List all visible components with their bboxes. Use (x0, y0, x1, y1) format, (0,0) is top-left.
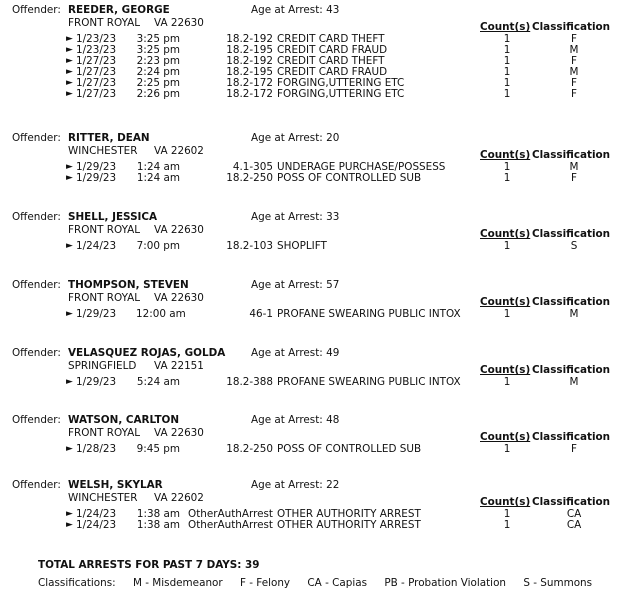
offender-state-zip: VA 22630 (154, 427, 204, 439)
age-label: Age at Arrest: (251, 347, 323, 359)
charge-code: 4.1-305 (232, 161, 273, 173)
offender-label: Offender: (12, 4, 61, 16)
offender-label: Offender: (12, 414, 61, 426)
charge-count: 1 (503, 88, 511, 100)
charge-classification: M (569, 66, 579, 78)
offender-state-zip: VA 22602 (154, 145, 204, 157)
age-at-arrest (251, 414, 339, 426)
charge-count: 1 (503, 240, 511, 252)
total-arrests-label: TOTAL ARRESTS FOR PAST 7 DAYS: (38, 559, 242, 571)
age-label: Age at Arrest: (251, 414, 323, 426)
charge-marker-icon: ► (66, 34, 73, 44)
charge-count: 1 (503, 376, 511, 388)
offender-state-zip: VA 22630 (154, 224, 204, 236)
charge-time: 1:38 am (136, 508, 180, 520)
charge-classification: S (570, 240, 578, 252)
charge-code: OtherAuthArrest (188, 508, 273, 520)
charge-description: PROFANE SWEARING PUBLIC INTOX (277, 376, 461, 388)
charge-date: 1/27/23 (76, 88, 117, 100)
charge-code: 18.2-250 (226, 172, 273, 184)
charge-marker-icon: ► (66, 241, 73, 251)
offender-city: FRONT ROYAL (68, 224, 141, 236)
offender-name: REEDER, GEORGE (68, 4, 170, 16)
charge-time: 9:45 pm (136, 443, 180, 455)
offender-name: RITTER, DEAN (68, 132, 150, 144)
offender-block (0, 132, 625, 192)
charge-date: 1/24/23 (76, 508, 117, 520)
offender-label: Offender: (12, 347, 61, 359)
classification-header: Classification (532, 496, 611, 508)
offender-state-zip: VA 22602 (154, 492, 204, 504)
charge-marker-icon: ► (66, 78, 73, 88)
charge-marker-icon: ► (66, 520, 73, 530)
offender-city: FRONT ROYAL (68, 427, 141, 439)
charge-date: 1/28/23 (76, 443, 117, 455)
counts-header: Count(s) (480, 149, 531, 161)
charge-code: 18.2-195 (226, 66, 273, 78)
charge-description: CREDIT CARD FRAUD (277, 66, 388, 78)
charge-code: 18.2-195 (226, 44, 273, 56)
offender-block (0, 211, 625, 271)
charge-time: 12:00 am (136, 308, 186, 320)
charge-marker-icon: ► (66, 162, 73, 172)
charge-date: 1/29/23 (76, 376, 117, 388)
charge-description: OTHER AUTHORITY ARREST (277, 508, 421, 520)
legend-item: M - Misdemeanor (132, 577, 223, 589)
age-value: 43 (326, 4, 340, 16)
charge-classification: F (571, 88, 577, 100)
charge-count: 1 (503, 33, 511, 45)
charge-row (0, 308, 625, 320)
charge-row (0, 88, 625, 100)
age-label: Age at Arrest: (251, 4, 323, 16)
charge-code: 18.2-172 (226, 88, 273, 100)
charge-code: 46-1 (249, 308, 273, 320)
charge-time: 1:24 am (136, 172, 180, 184)
age-value: 33 (326, 211, 340, 223)
age-at-arrest (251, 132, 339, 144)
charge-marker-icon: ► (66, 173, 73, 183)
offender-block (0, 347, 625, 407)
charge-classification: F (571, 55, 577, 67)
charge-marker-icon: ► (66, 444, 73, 454)
classification-header: Classification (532, 431, 611, 443)
age-at-arrest (251, 4, 339, 16)
charge-count: 1 (503, 161, 511, 173)
classification-header: Classification (532, 228, 611, 240)
charge-code: 18.2-388 (226, 376, 273, 388)
offender-state-zip: VA 22151 (154, 360, 204, 372)
charge-description: SHOPLIFT (277, 240, 327, 252)
charge-time: 1:24 am (136, 161, 180, 173)
charge-time: 3:25 pm (136, 33, 180, 45)
charge-description: POSS OF CONTROLLED SUB (277, 443, 422, 455)
age-value: 22 (326, 479, 340, 491)
age-value: 20 (326, 132, 340, 144)
age-label: Age at Arrest: (251, 211, 323, 223)
charge-classification: M (569, 161, 579, 173)
charge-marker-icon: ► (66, 377, 73, 387)
charge-time: 2:25 pm (136, 77, 180, 89)
charge-time: 2:24 pm (136, 66, 180, 78)
offender-name: VELASQUEZ ROJAS, GOLDA (68, 347, 226, 359)
charge-count: 1 (503, 508, 511, 520)
charge-count: 1 (503, 172, 511, 184)
charge-date: 1/23/23 (76, 33, 117, 45)
charge-date: 1/24/23 (76, 240, 117, 252)
age-at-arrest (251, 347, 339, 359)
offender-label: Offender: (12, 479, 61, 491)
age-at-arrest (251, 479, 339, 491)
charge-code: 18.2-172 (226, 77, 273, 89)
charge-description: CREDIT CARD FRAUD (277, 44, 388, 56)
counts-header: Count(s) (480, 296, 531, 308)
charge-time: 7:00 pm (136, 240, 180, 252)
charge-count: 1 (503, 44, 511, 56)
charge-date: 1/27/23 (76, 77, 117, 89)
charge-code: 18.2-103 (226, 240, 273, 252)
legend-label: Classifications: (38, 577, 116, 589)
charge-classification: M (569, 308, 579, 320)
offender-name: WELSH, SKYLAR (68, 479, 163, 491)
counts-header: Count(s) (480, 364, 531, 376)
charge-classification: F (571, 77, 577, 89)
charge-description: PROFANE SWEARING PUBLIC INTOX (277, 308, 461, 320)
charge-time: 1:38 am (136, 519, 180, 531)
charge-date: 1/23/23 (76, 44, 117, 56)
offender-block (0, 279, 625, 339)
age-value: 48 (326, 414, 340, 426)
charge-count: 1 (503, 77, 511, 89)
charge-date: 1/29/23 (76, 172, 117, 184)
charge-description: CREDIT CARD THEFT (277, 33, 385, 45)
counts-header: Count(s) (480, 21, 531, 33)
charge-row (0, 519, 625, 531)
offender-city: FRONT ROYAL (68, 292, 141, 304)
classification-header: Classification (532, 21, 611, 33)
charge-marker-icon: ► (66, 45, 73, 55)
charge-time: 2:26 pm (136, 88, 180, 100)
charge-description: FORGING,UTTERING ETC (277, 77, 405, 89)
classification-legend (38, 577, 606, 589)
legend-item: CA - Capias (307, 577, 368, 589)
offender-label: Offender: (12, 279, 61, 291)
charge-date: 1/24/23 (76, 519, 117, 531)
charge-code: 18.2-192 (226, 55, 273, 67)
offender-state-zip: VA 22630 (154, 292, 204, 304)
charge-time: 5:24 am (136, 376, 180, 388)
age-label: Age at Arrest: (251, 279, 323, 291)
charge-count: 1 (503, 443, 511, 455)
total-arrests (38, 559, 260, 571)
charge-count: 1 (503, 66, 511, 78)
charge-classification: F (571, 33, 577, 45)
offender-city: SPRINGFIELD (68, 360, 137, 372)
offender-state-zip: VA 22630 (154, 17, 204, 29)
charge-description: UNDERAGE PURCHASE/POSSESS (277, 161, 446, 173)
charge-classification: M (569, 376, 579, 388)
age-at-arrest (251, 279, 339, 291)
charge-count: 1 (503, 519, 511, 531)
offender-block (0, 414, 625, 474)
legend-item: PB - Probation Violation (384, 577, 507, 589)
offender-name: THOMPSON, STEVEN (68, 279, 189, 291)
counts-header: Count(s) (480, 431, 531, 443)
charge-description: OTHER AUTHORITY ARREST (277, 519, 421, 531)
offender-name: SHELL, JESSICA (68, 211, 158, 223)
offender-name: WATSON, CARLTON (68, 414, 180, 426)
age-label: Age at Arrest: (251, 479, 323, 491)
charge-date: 1/27/23 (76, 66, 117, 78)
charge-marker-icon: ► (66, 56, 73, 66)
classification-header: Classification (532, 364, 611, 376)
charge-time: 3:25 pm (136, 44, 180, 56)
offender-label: Offender: (12, 211, 61, 223)
charge-marker-icon: ► (66, 89, 73, 99)
legend-item: S - Summons (523, 577, 593, 589)
age-value: 57 (326, 279, 340, 291)
legend-item: F - Felony (239, 577, 291, 589)
charge-code: 18.2-192 (226, 33, 273, 45)
charge-code: 18.2-250 (226, 443, 273, 455)
offender-city: FRONT ROYAL (68, 17, 141, 29)
charge-count: 1 (503, 55, 511, 67)
counts-header: Count(s) (480, 496, 531, 508)
classification-header: Classification (532, 149, 611, 161)
charge-date: 1/29/23 (76, 161, 117, 173)
charge-row (0, 172, 625, 184)
charge-count: 1 (503, 308, 511, 320)
charge-classification: CA (566, 519, 582, 531)
charge-classification: CA (566, 508, 582, 520)
charge-time: 2:23 pm (136, 55, 180, 67)
age-value: 49 (326, 347, 340, 359)
charge-code: OtherAuthArrest (188, 519, 273, 531)
offender-block (0, 4, 625, 100)
charge-date: 1/29/23 (76, 308, 117, 320)
charge-row (0, 376, 625, 388)
charge-classification: F (571, 443, 577, 455)
charge-description: FORGING,UTTERING ETC (277, 88, 405, 100)
charge-classification: M (569, 44, 579, 56)
charge-date: 1/27/23 (76, 55, 117, 67)
total-arrests-value: 39 (245, 559, 260, 571)
age-label: Age at Arrest: (251, 132, 323, 144)
offender-label: Offender: (12, 132, 61, 144)
charge-marker-icon: ► (66, 509, 73, 519)
charge-marker-icon: ► (66, 67, 73, 77)
age-at-arrest (251, 211, 339, 223)
offender-block (0, 479, 625, 539)
charge-row (0, 443, 625, 455)
offender-city: WINCHESTER (68, 145, 138, 157)
offender-city: WINCHESTER (68, 492, 138, 504)
counts-header: Count(s) (480, 228, 531, 240)
charge-description: POSS OF CONTROLLED SUB (277, 172, 422, 184)
charge-marker-icon: ► (66, 309, 73, 319)
charge-row (0, 240, 625, 252)
charge-description: CREDIT CARD THEFT (277, 55, 385, 67)
charge-classification: F (571, 172, 577, 184)
classification-header: Classification (532, 296, 611, 308)
